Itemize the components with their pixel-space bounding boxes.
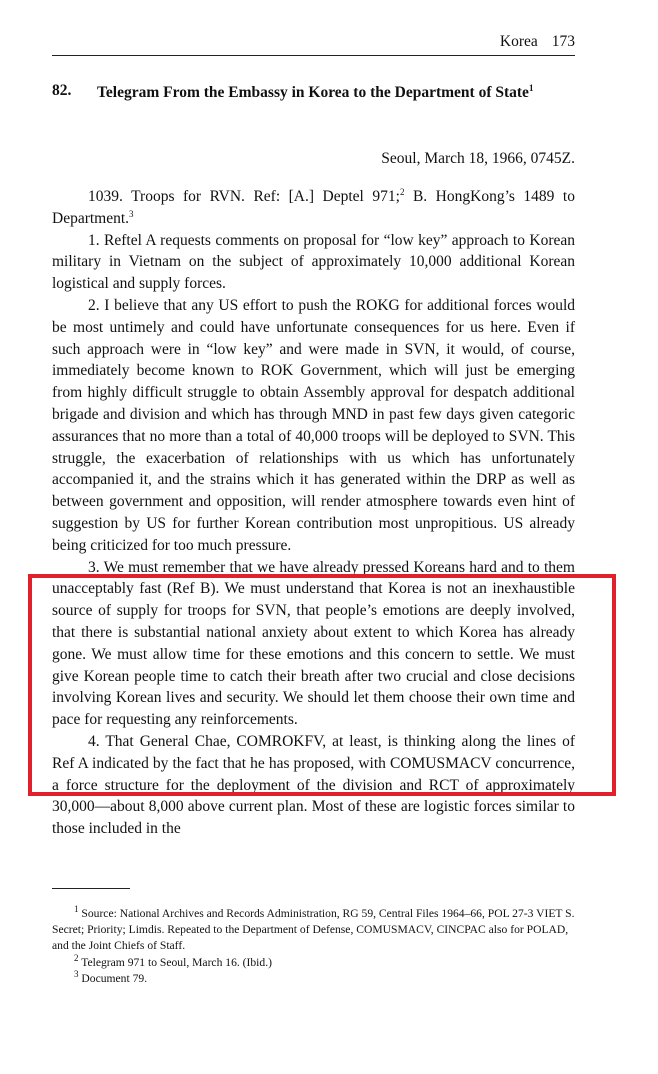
document-title-text: Telegram From the Embassy in Korea to the Department of State [97,84,529,101]
footnote-ref-3: 3 [129,208,134,219]
paragraph-1: 1. Reftel A requests comments on proposal for “low key” approach to Korean military in Vietnam on the subject of approximately 10,000 additional Korean logistical and supply forces. [52,231,575,293]
footnote-rule [52,888,130,889]
telegram-body [52,186,575,840]
footnote-1 [52,906,575,955]
title-footnote-ref: 1 [528,82,534,93]
running-head [52,33,575,56]
footnote-1-mark: 1 [74,904,79,915]
page-number: 173 [551,33,575,50]
reference-text-b: B. HongKong’s 1489 to Department. [52,188,575,227]
document-title [97,82,575,103]
paragraph-3: 3. We must remember that we have already pressed Koreans hard and to them unacceptably fast (Ref B). We must understand that Korea is not an inexhaustible source of supply for troops for SVN, that people’s emotions are deeply involved, that there is substantial national anxiety about extent to which Korea has already gone. We must allow time for these emotions and this concern to settle. We must give Korean people time to catch their breath after two crucial and close decisions involving Korean lives and security. We should let them choose their own time and pace for requesting any reinforcements. [52,558,575,729]
document-number: 82. [52,82,72,99]
paragraph-reference [52,186,575,230]
footnote-1-text: Source: National Archives and Records Administration, RG 59, Central Files 1964–66, POL 27-3 VIET S. Secret; Priority; Limdis. Repeated to the Department of Defense, COMUSMACV, CINCPAC also for POLAD, and the Joint Chiefs of Staff. [52,907,575,953]
running-head-section: Korea [499,33,538,50]
footnote-3-mark: 3 [74,968,79,979]
paragraph-2: 2. I believe that any US effort to push the ROKG for additional forces would be most untimely and could have unfortunate consequences for us here. Even if such approach were in “low key” and were made in SVN, it would, of course, immediately become known to ROK Government, which will just be emerging from highly difficult struggle to obtain Assembly approval for despatch additional brigade and division and which has through MND in past few days given categoric assurances that no more than a total of 40,000 troops will be deployed to SVN. This struggle, the exacerbation of relationships with us which has unfortunately accompanied it, and the strains which it has generated within the DRP as well as between government and opposition, will render atmosphere towards even hint of suggestion by US for further Korean contribution most unpropitious. US already being criticized for too much pressure. [52,296,575,554]
footnotes [52,906,575,987]
footnote-3 [52,968,575,987]
footnote-ref-2: 2 [399,186,405,197]
paragraph-4: 4. That General Chae, COMROKFV, at least, is thinking along the lines of Ref A indicated by the fact that he has proposed, with COMUSMACV concurrence, a force structure for the deployment of the division and RCT of approximately 30,000—about 8,000 above current plan. Most of these are logistic forces similar to those included in the [52,732,575,838]
footnote-3-text: Document 79. [81,971,148,985]
footnote-2-mark: 2 [74,952,79,963]
dateline: Seoul, March 18, 1966, 0745Z. [381,150,575,167]
reference-text-a: 1039. Troops for RVN. Ref: [A.] Deptel 971; [88,188,400,205]
footnote-2-text: Telegram 971 to Seoul, March 16. (Ibid.) [81,955,272,969]
footnote-2 [52,952,575,971]
